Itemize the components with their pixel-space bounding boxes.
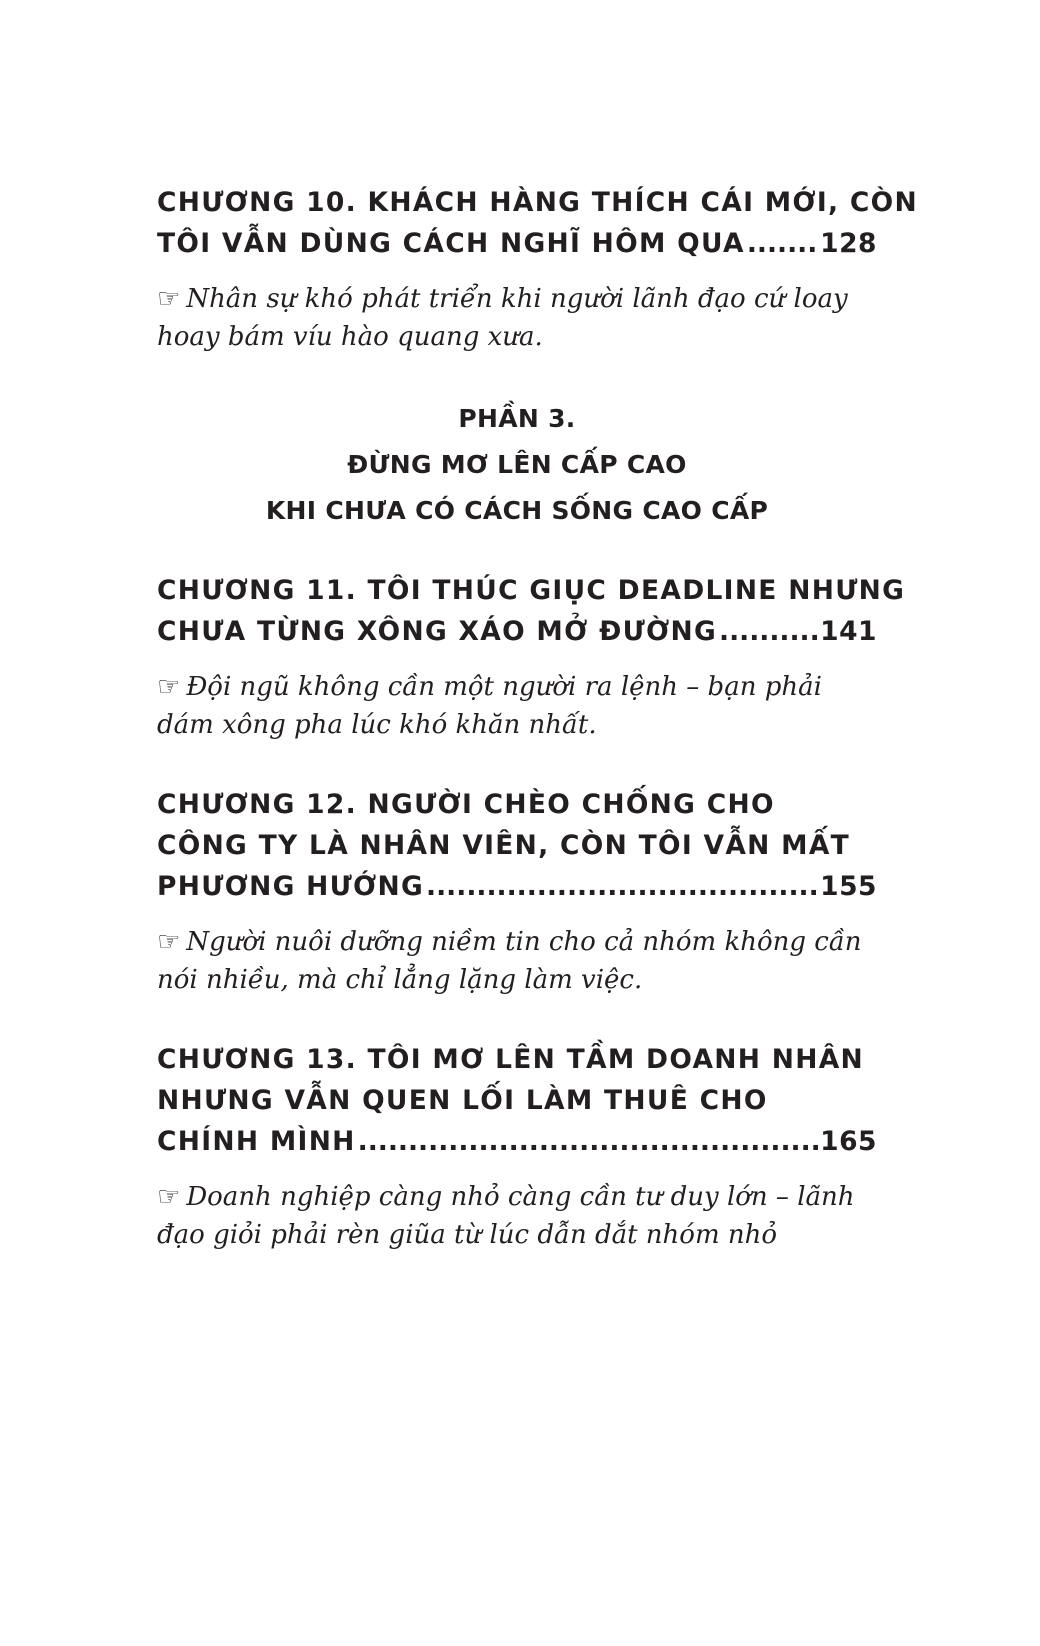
part-heading [157, 396, 877, 534]
part-title-line-2: KHI CHƯA CÓ CÁCH SỐNG CAO CẤP [265, 496, 769, 525]
chapter-title-line [157, 1080, 877, 1121]
chapter-title-last-line [157, 866, 877, 907]
chapter-title-line [157, 784, 877, 825]
toc-entry-chapter-11 [157, 570, 906, 744]
chapter-description [157, 668, 877, 744]
page-number: 155 [820, 871, 877, 902]
chapter-title-text: CHƯƠNG 10. KHÁCH HÀNG THÍCH CÁI MỚI, CÒN [157, 187, 918, 218]
chapter-title-line [157, 570, 906, 611]
chapter-description-text: Đội ngũ không cần một người ra lệnh – bạn phải dám xông pha lúc khó khăn nhất. [157, 672, 822, 740]
toc-entry-chapter-13 [157, 1039, 877, 1254]
chapter-title-line [157, 825, 877, 866]
chapter-description [157, 1178, 877, 1254]
toc-content [157, 182, 918, 1254]
chapter-title-text: CHÍNH MÌNH [157, 1126, 356, 1157]
chapter-title-last-line [157, 611, 877, 652]
chapter-title-text: CHƯƠNG 13. TÔI MƠ LÊN TẦM DOANH NHÂN [157, 1044, 864, 1075]
chapter-title-line [157, 182, 918, 223]
chapter-description [157, 280, 877, 356]
chapter-description-text: Nhân sự khó phát triển khi người lãnh đạo cứ loay hoay bám víu hào quang xưa. [157, 284, 848, 352]
pointing-hand-icon: ☞ [157, 927, 181, 957]
pointing-hand-icon: ☞ [157, 284, 181, 314]
chapter-description-text: Người nuôi dưỡng niềm tin cho cả nhóm không cần nói nhiều, mà chỉ lẳng lặng làm việc. [157, 927, 862, 995]
chapter-title-text: CHƯƠNG 12. NGƯỜI CHÈO CHỐNG CHO [157, 789, 775, 820]
chapter-title-text: PHƯƠNG HƯỚNG [157, 871, 425, 902]
toc-entry-chapter-12 [157, 784, 877, 999]
spacer [157, 999, 877, 1039]
leader-dots [719, 611, 818, 652]
chapter-title-line [157, 1039, 877, 1080]
part-title-line-1: ĐỪNG MƠ LÊN CẤP CAO [347, 450, 687, 479]
chapter-title-last-line [157, 223, 877, 264]
leader-dots [426, 866, 818, 907]
chapter-description [157, 923, 877, 999]
spacer [157, 744, 877, 784]
chapter-title-text: TÔI VẪN DÙNG CÁCH NGHĨ HÔM QUA [157, 228, 745, 259]
page-number: 141 [820, 616, 877, 647]
chapter-title-text: CÔNG TY LÀ NHÂN VIÊN, CÒN TÔI VẪN MẤT [157, 830, 851, 861]
chapter-title-last-line [157, 1121, 877, 1162]
leader-dots [747, 223, 818, 264]
page-number: 128 [820, 228, 877, 259]
page-number: 165 [820, 1126, 877, 1157]
pointing-hand-icon: ☞ [157, 1182, 181, 1212]
chapter-title-text: NHƯNG VẪN QUEN LỐI LÀM THUÊ CHO [157, 1085, 768, 1116]
pointing-hand-icon: ☞ [157, 672, 181, 702]
toc-entry-chapter-10 [157, 182, 918, 356]
part-label: PHẦN 3. [458, 404, 576, 433]
chapter-title-text: CHƯƠNG 11. TÔI THÚC GIỤC DEADLINE NHƯNG [157, 575, 906, 606]
chapter-title-text: CHƯA TỪNG XÔNG XÁO MỞ ĐƯỜNG [157, 616, 718, 647]
leader-dots [358, 1121, 819, 1162]
chapter-description-text: Doanh nghiệp càng nhỏ càng cần tư duy lớn – lãnh đạo giỏi phải rèn giũa từ lúc dẫn dắt nhóm nhỏ [157, 1182, 855, 1250]
